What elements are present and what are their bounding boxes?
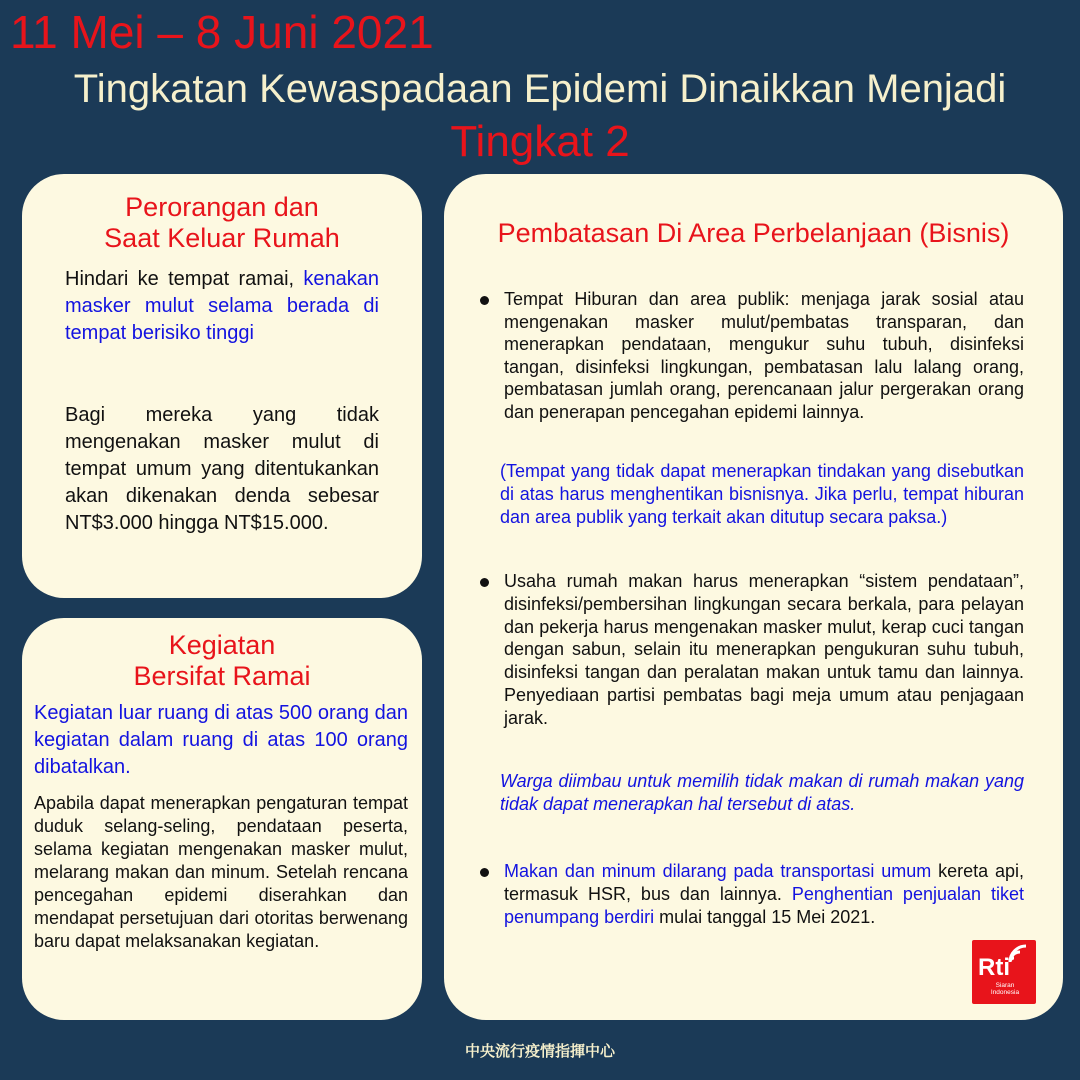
activities-heading-line1: Kegiatan: [168, 630, 276, 660]
business-bullet-2: Usaha rumah makan harus menerapkan “sistem pendataan”, disinfeksi/pembersihan lingkungan secara berkala, para pelayan dan pekerja harus mengenakan masker mulut, kerap cuci tangan dengan sabun, selain itu menerapkan pengukuran suhu tubuh, disinfeksi tangan dan peralatan makan untuk tamu dan lainnya. Penyediaan partisi pembatas bagi meja umum atau penjagaan jarak.: [504, 571, 1024, 728]
bullet-dot: [480, 296, 489, 305]
bullet-dot: [480, 868, 489, 877]
activities-heading-line2: Bersifat Ramai: [133, 661, 311, 691]
bullet-3-blue-2: Penghentian penjualan tiket penumpang berdiri: [504, 884, 1024, 927]
individual-card: [22, 174, 422, 598]
individual-p1-blue: kenakan masker mulut selama berada di tempat berisiko tinggi: [65, 268, 379, 344]
activities-card: [22, 618, 422, 1020]
logo-subtitle: [986, 982, 1024, 996]
individual-heading: [22, 192, 422, 254]
individual-p1-plain: Hindari ke tempat ramai,: [65, 268, 295, 290]
activities-heading: [22, 630, 422, 692]
alert-level: Tingkat 2: [450, 117, 630, 166]
business-card: [444, 174, 1063, 1020]
logo-text: Rti: [978, 954, 1010, 981]
business-note-2: Warga diimbau untuk memilih tidak makan di rumah makan yang tidak dapat menerapkan hal tersebut di atas.: [500, 771, 1024, 814]
business-heading: Pembatasan Di Area Perbelanjaan (Bisnis): [497, 218, 1010, 248]
activities-paragraph-1: Kegiatan luar ruang di atas 500 orang dan kegiatan dalam ruang di atas 100 orang dibatalkan.: [34, 702, 408, 778]
bullet-3-plain-2: mulai tanggal 15 Mei 2021.: [659, 907, 876, 927]
individual-paragraph-1: [65, 266, 379, 347]
activities-paragraph-2: Apabila dapat menerapkan pengaturan tempat duduk selang-seling, pendataan peserta, selama kegiatan mengenakan masker mulut, melarang makan dan minum. Setelah rencana pencegahan epidemi diserahkan dan mendapat persetujuan dari otoritas berwenang baru dapat melaksanakan kegiatan.: [34, 793, 408, 951]
footer-source: 中央流行疫情指揮中心: [464, 1042, 615, 1060]
rti-logo: [972, 940, 1036, 1004]
business-bullet-3: [504, 860, 1024, 929]
bullet-dot: [480, 578, 489, 587]
business-bullet-1: Tempat Hiburan dan area publik: menjaga jarak sosial atau mengenakan masker mulut/pembatas transparan, dan menerapkan pendataan, mengukur suhu tubuh, disinfeksi tangan, disinfeksi lingkungan, pembatasan lalu lalang orang, pembatasan jumlah orang, perencanaan jalur pergerakan orang dan penerapan pencegahan epidemi lainnya.: [504, 289, 1024, 422]
logo-sub-line1: Siaran: [995, 982, 1015, 989]
bullet-3-plain-1: kereta api, termasuk HSR, bus dan lainnya.: [504, 861, 1024, 904]
bullet-3-blue-1: Makan dan minum dilarang pada transportasi umum: [504, 861, 932, 881]
individual-paragraph-2: Bagi mereka yang tidak mengenakan masker mulut di tempat umum yang ditentukankan akan dikenakan denda sebesar NT$3.000 hingga NT$15.000.: [65, 404, 379, 534]
page-title: Tingkatan Kewaspadaan Epidemi Dinaikkan Menjadi: [73, 67, 1007, 111]
business-note-1: (Tempat yang tidak dapat menerapkan tindakan yang disebutkan di atas harus menghentikan bisnisnya. Jika perlu, tempat hiburan dan area publik yang terkait akan ditutup secara paksa.): [500, 461, 1024, 527]
individual-heading-line1: Perorangan dan: [125, 192, 319, 222]
date-range: 11 Mei – 8 Juni 2021: [10, 6, 434, 58]
logo-sub-line2: Indonesia: [990, 989, 1020, 996]
individual-heading-line2: Saat Keluar Rumah: [104, 223, 340, 253]
